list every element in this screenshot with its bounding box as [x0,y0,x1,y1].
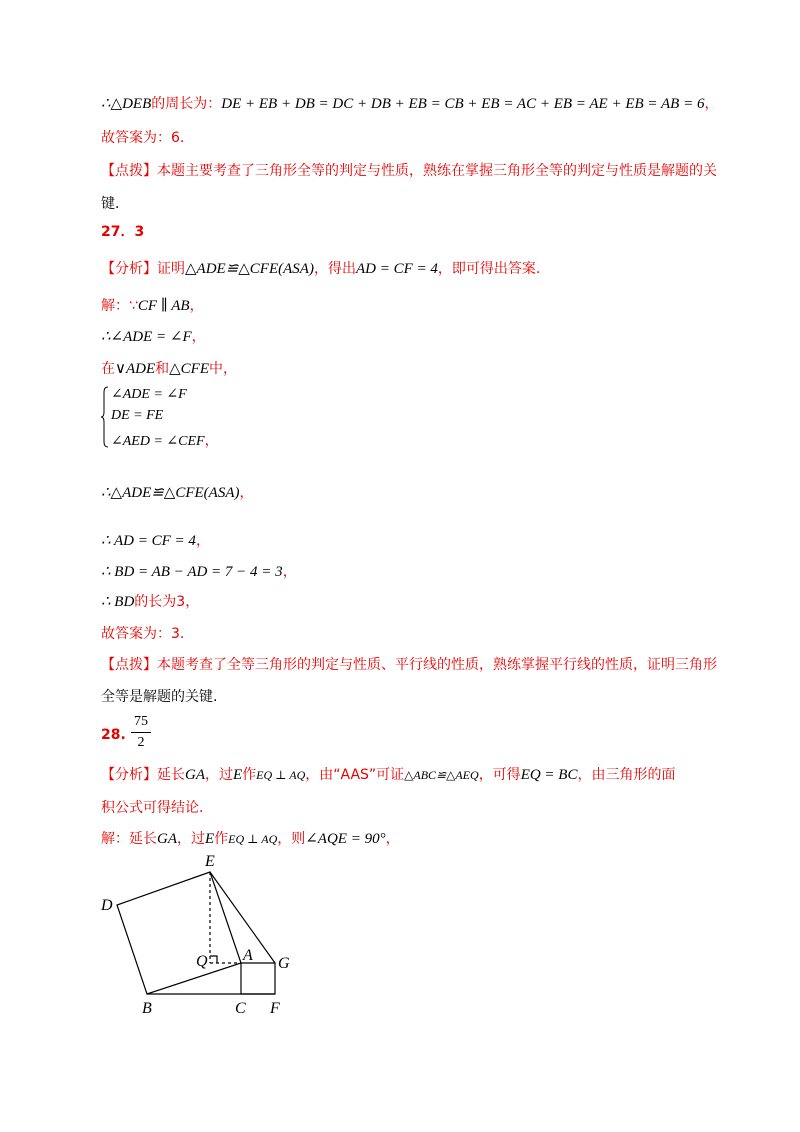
comma: ， [385,831,400,847]
analysis-28 [101,766,675,784]
analysis-text: 作 [242,767,257,783]
comma: ， [195,533,210,549]
solution-line-6 [101,563,297,581]
comma: ， [239,485,254,501]
fraction-denominator: 2 [137,735,145,750]
right-angle-mark [210,956,217,963]
solution-line-3 [101,360,237,378]
question-27-answer: 27．3 [101,224,145,240]
solution-line-4 [101,484,254,502]
analysis-text: ，过 [205,767,233,783]
analysis-text: 延长 [157,767,185,783]
geometry-figure [95,850,325,1020]
label-q: Q [196,953,208,970]
analysis-tag: 【分析】 [101,261,157,277]
analysis-text: ，由三角形的面 [577,767,676,783]
label-a: A [243,947,253,964]
comma: ， [189,298,204,314]
segment-ga: GA [185,767,205,783]
question-28-fraction [131,714,151,751]
congruence-statement: △ADE≌△CFE(ASA) [185,261,314,277]
label-e: E [205,853,215,870]
solution-text: 在 [101,361,115,377]
bd-computation: ∴ BD = AB − AD = 7 − 4 = 3 [101,564,283,580]
equality: ∴ AD = CF = 4 [101,533,196,549]
perimeter-text: 的周长为： [151,96,222,112]
solution-text: 和 [155,361,170,377]
congruence-statement: ∴△ADE≌△CFE(ASA) [101,485,240,501]
solution-text: 中， [209,361,238,377]
analysis-text: ，可得 [478,767,521,783]
solution-line-1 [101,297,204,315]
system-line-1: ∠ADE = ∠F [111,387,187,402]
left-brace [101,386,109,448]
tip-line-26b: 键. [101,196,120,212]
analysis-28b: 积公式可得结论. [101,800,204,816]
answer-line-27: 故答案为：3. [101,626,185,642]
fraction-bar [131,732,151,733]
comma: ， [191,329,206,345]
point-e: E [233,767,243,783]
solution-28-line-1 [101,830,400,848]
triangle-cfe: △CFE [169,361,210,377]
comma: ， [204,434,219,449]
analysis-text: ，得出 [313,261,356,277]
label-c: C [235,1000,246,1017]
system-line-2: DE = FE [111,408,164,423]
analysis-text: 证明 [157,261,185,277]
solution-text: 解：延长 [101,831,157,847]
system-line-3 [111,430,219,450]
solution-text: 的长为3， [134,594,200,610]
comma: ， [704,96,719,112]
triangle-deb: ∴△DEB [101,96,152,112]
analysis-text: ，即可得出答案. [437,261,541,277]
solution-text: ，过 [177,831,205,847]
solution-text: 作 [214,831,229,847]
right-angle-statement: ∠AQE = 90° [305,831,386,847]
label-f: F [270,1000,280,1017]
triangle-ade: ∨ADE [115,361,156,377]
equality: EQ = BC [520,767,578,783]
point-e: E [205,831,215,847]
perimeter-line [101,95,718,113]
bd-symbol: ∴ BD [101,594,135,610]
analysis-text: ，由“AAS”可证 [305,767,405,783]
tip-line-27a: 【点拨】本题考查了全等三角形的判定与性质、平行线的性质，熟练掌握平行线的性质，证明三角形 [101,657,717,673]
perimeter-equation: DE + EB + DB = DC + DB + EB = CB + EB = AC + EB = AE + EB = AB = 6 [221,96,705,112]
equality: AD = CF = 4 [355,261,438,277]
label-d: D [101,897,113,914]
label-g: G [278,955,290,972]
solution-text: ，则 [277,831,306,847]
solution-line-2 [101,328,206,346]
analysis-27 [101,260,540,278]
answer-line-26: 故答案为：6. [101,130,185,146]
comma: ， [282,564,297,580]
congruence-statement: △ABC≌△AEQ [404,768,479,782]
system-line-3-text: ∠AED = ∠CEF [111,434,205,449]
solution-line-7 [101,593,199,611]
solution-text: 解：∵ [101,298,138,314]
label-b: B [142,1000,152,1017]
tip-line-27b: 全等是解题的关键. [101,689,218,705]
analysis-tag: 【分析】 [101,767,157,783]
perpendicular: EQ ⊥ AQ [256,768,306,782]
tip-line-26a: 【点拨】本题主要考查了三角形全等的判定与性质，熟练在掌握三角形全等的判定与性质是解题的关 [101,163,717,179]
perpendicular: EQ ⊥ AQ [228,832,278,846]
parallel-statement: CF ∥ AB [137,298,190,314]
question-28-label: 28. [101,727,126,743]
angle-equality: ∴∠ADE = ∠F [101,329,192,345]
fraction-numerator: 75 [134,714,148,729]
square-acfg [241,963,275,994]
solution-line-5 [101,532,210,550]
segment-ga: GA [157,831,177,847]
